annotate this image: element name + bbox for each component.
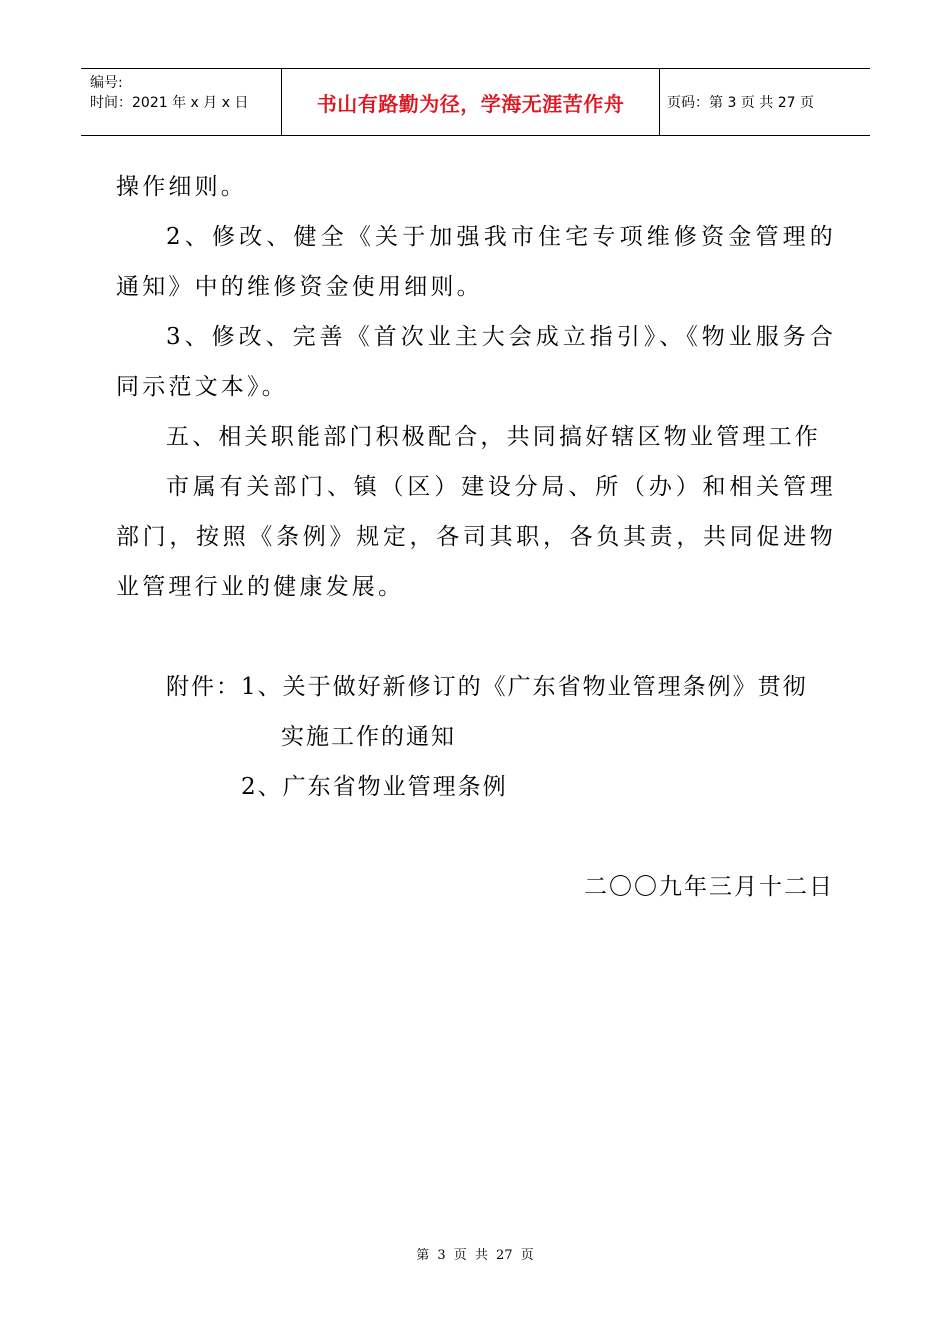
document-date: 时间：2021 年 x 月 x 日 — [90, 95, 249, 111]
paragraph-1: 操作细则。 — [116, 174, 247, 200]
paragraph-3: 3、修改、完善《首次业主大会成立指引》、《物业服务合同示范文本》。 — [116, 324, 836, 400]
document-number: 编号: — [90, 75, 123, 91]
header-motto: 书山有路勤为径，学海无涯苦作舟 — [282, 69, 660, 135]
paragraph-2: 2、修改、健全《关于加强我市住宅专项维修资金管理的通知》中的维修资金使用细则。 — [116, 224, 836, 300]
spacer — [116, 812, 836, 862]
spacer — [116, 612, 836, 662]
page-footer: 第 3 页 共 27 页 — [416, 1248, 534, 1263]
section-heading-5: 五、相关职能部门积极配合，共同搞好辖区物业管理工作 — [166, 424, 821, 450]
paragraph-5: 市属有关部门、镇（区）建设分局、所（办）和相关管理部门，按照《条例》规定，各司其职，各负其责，共同促进物业管理行业的健康发展。 — [116, 474, 836, 600]
header-page-info: 页码：第 3 页 共 27 页 — [667, 95, 814, 111]
attachment-1: 附件：1、关于做好新修订的《广东省物业管理条例》贯彻 — [166, 674, 808, 700]
attachment-1-continued: 实施工作的通知 — [281, 724, 456, 750]
signature-date: 二〇〇九年三月十二日 — [584, 874, 834, 900]
document-body — [116, 162, 836, 912]
document-header — [81, 68, 870, 136]
header-meta — [81, 69, 282, 135]
attachment-2: 2、广东省物业管理条例 — [241, 774, 508, 800]
